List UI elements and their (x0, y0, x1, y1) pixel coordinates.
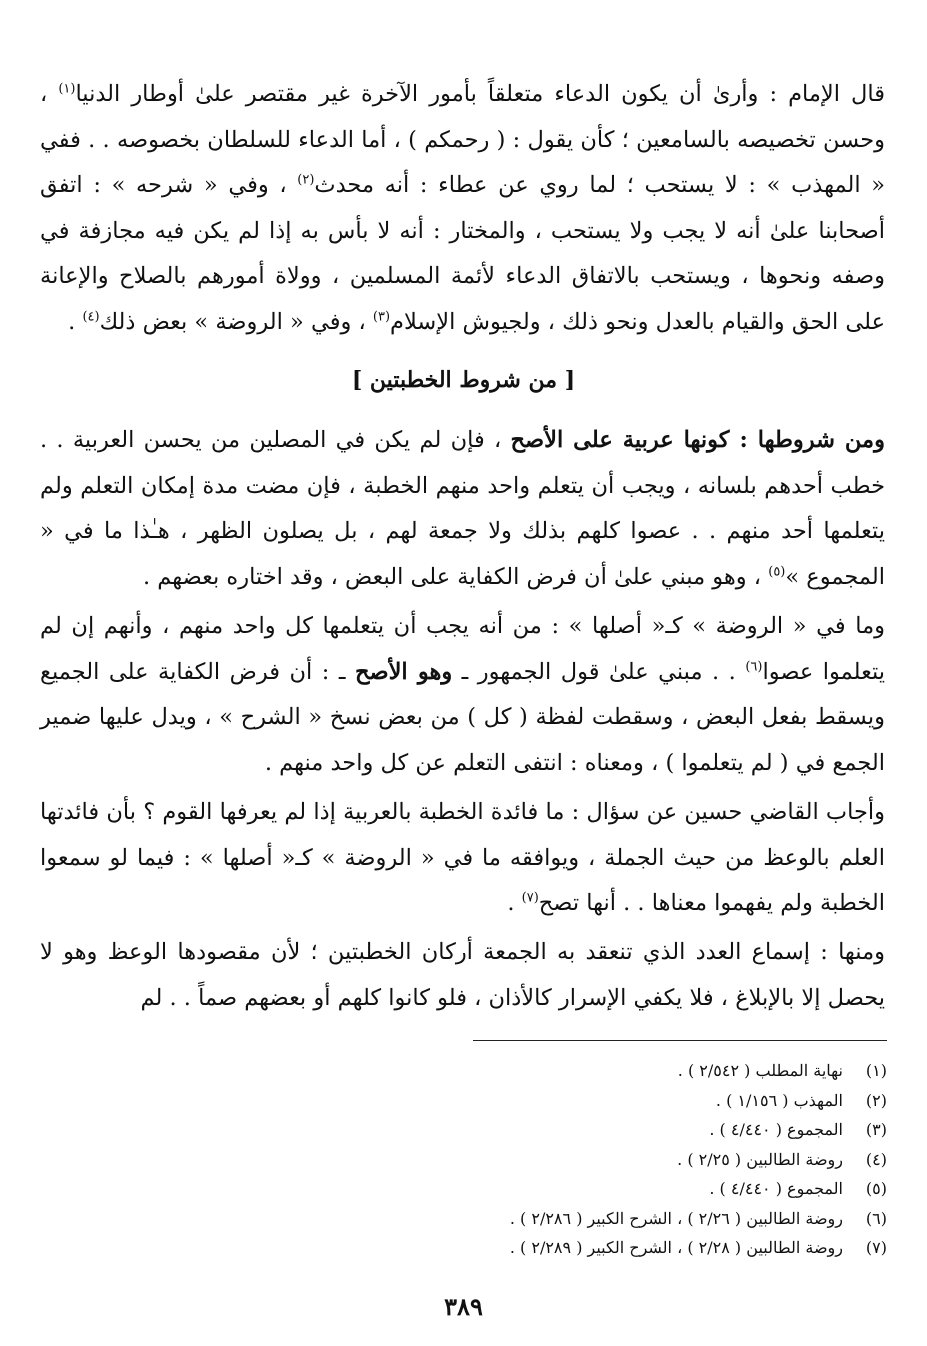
footnote-text: المجموع ( ٤/٤٤٠ ) . (709, 1179, 843, 1198)
body-text: وأجاب القاضي حسين عن سؤال : ما فائدة الخطبة بالعربية إذا لم يعرفها القوم ؟ بأن فائدتها العلم بالوعظ من حيث الجملة ، ويوافقه ما في « الروضة » كـ« أصلها » : فيما لو سمعوا الخطبة ولم يفهموا معناها . . أنها تصح (40, 799, 885, 916)
paragraph-hearing-condition (40, 930, 885, 1021)
body-text: ، وفي « الروضة » بعض ذلك (99, 308, 373, 335)
footnote-text: المجموع ( ٤/٤٤٠ ) . (709, 1120, 843, 1139)
footnote-ref[interactable]: (١) (58, 81, 76, 97)
footnote-item (287, 1115, 887, 1145)
paragraph-qadi-answer (40, 790, 885, 927)
footnote-number: (٢) (865, 1090, 887, 1110)
body-text: . . مبني علىٰ قول الجمهور ـ (452, 658, 746, 685)
footnote-text: نهاية المطلب ( ٢/٥٤٢ ) . (677, 1061, 843, 1080)
paragraph-rawda-view (40, 604, 885, 786)
footnote-ref[interactable]: (٣) (372, 309, 391, 324)
emphasized-text: وهو الأصح (354, 658, 453, 685)
body-text: . (68, 308, 83, 335)
footnote-ref[interactable]: (٢) (297, 172, 315, 188)
footnote-number: (٤) (865, 1149, 887, 1169)
section-heading: [ من شروط الخطبتين ] (351, 367, 576, 393)
footnote-item (287, 1086, 887, 1116)
body-text: ـ : أن فرض الكفاية على الجميع ويسقط بفعل البعض ، وسقطت لفظة ( كل ) من بعض نسخ « الشرح » ، ويدل عليها ضمير الجمع في ( لم يتعلموا ) ، ومعناه : انتفى التعلم عن كل واحد منهم . (40, 658, 885, 776)
footnote-ref[interactable]: (٦) (745, 659, 763, 674)
footnote-item (287, 1233, 887, 1263)
body-text: ومنها : إسماع العدد الذي تنعقد به الجمعة أركان الخطبتين ؛ لأن مقصودها الوعظ وهو لا يحصل إلا بالإبلاغ ، فلا يكفي الإسرار كالأذان ، فلو كانوا كلهم أو بعضهم صماً . . لم (40, 939, 885, 1011)
body-text: ، وحسن تخصيصه بالسامعين ؛ كأن يقول : ( رحمكم ) ، أما الدعاء للسلطان بخصوصه . . ففي « المهذب » : لا يستحب ؛ لما روي عن عطاء : أنه محدث (40, 81, 885, 198)
paragraph-arabic-condition (40, 418, 885, 600)
page-number: ٣٨٩ (444, 1292, 483, 1321)
footnote-number: (٦) (865, 1208, 887, 1228)
footnote-text: روضة الطالبين ( ٢/٢٨ ) ، الشرح الكبير ( ٢/٢٨٩ ) . (509, 1238, 843, 1257)
footnote-number: (٣) (865, 1120, 887, 1139)
footnote-text: المهذب ( ١/١٥٦ ) . (715, 1090, 843, 1110)
footnote-item (287, 1056, 887, 1086)
emphasized-text: ومن شروطها : كونها عربية على الأصح (510, 427, 885, 453)
footnote-number: (١) (865, 1061, 887, 1080)
footnote-ref[interactable]: (٥) (768, 564, 786, 579)
footnote-number: (٥) (865, 1179, 887, 1198)
body-text: ، فإن لم يكن في المصلين من يحسن العربية . . خطب أحدهم بلسانه ، ويجب أن يتعلم واحد منهم الخطبة ، فإن مضت مدة إمكان التعلم ولم يتعلمها أحد منهم . . عصوا كلهم بذلك ولا جمعة لهم ، بل يصلون الظهر ، هـٰذا ما في « المجموع » (40, 427, 885, 590)
body-text: وما في « الروضة » كـ« أصلها » : من أنه يجب أن يتعلمها كل واحد منهم ، وأنهم إن لم يتعلموا عصوا (40, 613, 886, 685)
footnote-text: روضة الطالبين ( ٢/٢٥ ) . (677, 1149, 843, 1169)
body-text: . (507, 890, 522, 916)
paragraph-imam-quote (40, 72, 885, 345)
footnote-item (287, 1145, 887, 1175)
footnote-ref[interactable]: (٧) (521, 890, 539, 906)
footnote-ref[interactable]: (٤) (82, 309, 100, 324)
footnote-list (287, 1056, 887, 1263)
footnote-divider (473, 1040, 887, 1041)
footnote-number: (٧) (865, 1238, 887, 1257)
footnote-item (287, 1204, 887, 1234)
footnote-item (287, 1174, 887, 1204)
body-text: ، وفي « شرحه » : اتفق أصحابنا علىٰ أنه لا يجب ولا يستحب ، والمختار : أنه لا بأس به إذا لم يكن فيه مجازفة في وصفه ونحوها ، ويستحب بالاتفاق الدعاء لأئمة المسلمين ، وولاة أمورهم بالصلاح والإعانة على الحق والقيام بالعدل ونحو ذلك ، ولجيوش الإسلام (40, 172, 885, 335)
body-text: قال الإمام : وأرىٰ أن يكون الدعاء متعلقاً بأمور الآخرة غير مقتصر علىٰ أوطار الدنيا (75, 81, 886, 107)
body-text: ، وهو مبني علىٰ أن فرض الكفاية على البعض ، وقد اختاره بعضهم . (143, 563, 769, 590)
footnote-text: روضة الطالبين ( ٢/٢٦ ) ، الشرح الكبير ( ٢/٢٨٦ ) . (509, 1208, 843, 1228)
